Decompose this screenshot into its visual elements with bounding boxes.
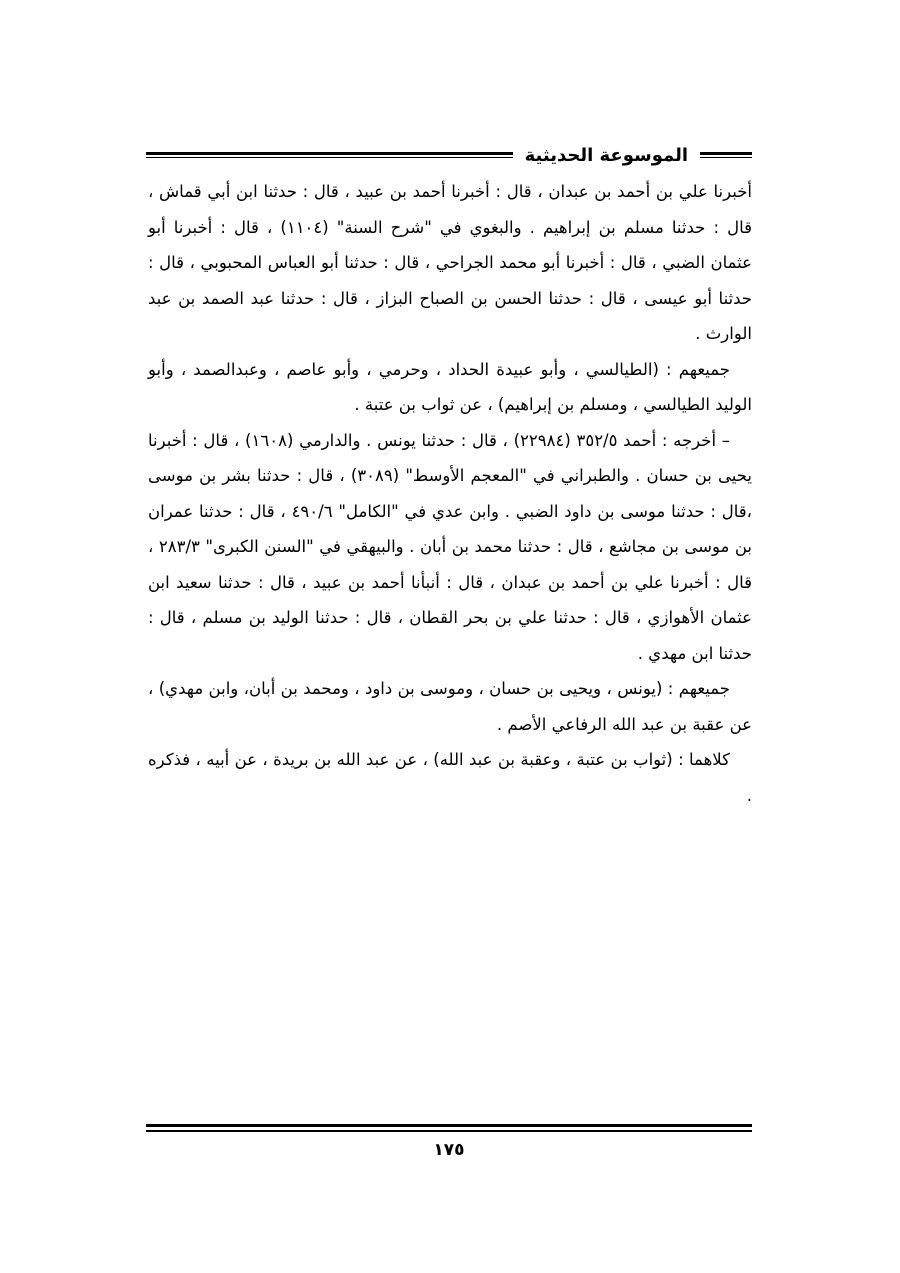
paragraph-isnad-1: أخبرنا علي بن أحمد بن عبدان ، قال : أخبرنا أحمد بن عبيد ، قال : حدثنا ابن أبي قماش ، قال : حدثنا مسلم بن إبراهيم . والبغوي في "شرح السنة" (١١٠٤) ، قال : أخبرنا أبو عثمان الضبي ، قال : أخبرنا أبو محمد الجراحي ، قال : حدثنا أبو العباس المحبوبي ، قال : حدثنا أبو عيسى ، قال : حدثنا الحسن بن الصباح البزاز ، قال : حدثنا عبد الصمد بن عبد الوارث . bbox=[148, 182, 752, 343]
header-rule-left bbox=[146, 152, 513, 158]
paragraph-jamiuhum-2: جميعهم : (يونس ، ويحيى بن حسان ، وموسى بن داود ، ومحمد بن أبان، وابن مهدي) ، عن عقبة بن عبد الله الرفاعي الأصم . bbox=[148, 679, 752, 734]
paragraph-kilahuma: كلاهما : (ثواب بن عتبة ، وعقبة بن عبد الله) ، عن عبد الله بن بريدة ، عن أبيه ، فذكره . bbox=[148, 750, 752, 805]
running-title: الموسوعة الحديثية bbox=[524, 144, 688, 166]
page-header bbox=[146, 140, 752, 170]
header-rule-right bbox=[700, 152, 752, 158]
paragraph-takhrij: – أخرجه : أحمد ٣٥٢/٥ (٢٢٩٨٤) ، قال : حدثنا يونس . والدارمي (١٦٠٨) ، قال : أخبرنا يحيى بن حسان . والطبراني في "المعجم الأوسط" (٣٠٨٩) ، قال : حدثنا بشر بن موسى ،قال : حدثنا موسى بن داود الضبي . وابن عدي في "الكامل" ٤٩٠/٦ ، قال : حدثنا عمران بن موسى بن مجاشع ، قال : حدثنا محمد بن أبان . والبيهقي في "السنن الكبرى" ٢٨٣/٣ ، قال : أخبرنا علي بن أحمد بن عبدان ، قال : أنبأنا أحمد بن عبيد ، قال : حدثنا سعيد ابن عثمان الأهوازي ، قال : حدثنا علي بن بحر القطان ، قال : حدثنا الوليد بن مسلم ، قال : حدثنا ابن مهدي . bbox=[148, 430, 752, 663]
page-number: ١٧٥ bbox=[433, 1140, 465, 1160]
body-text bbox=[148, 174, 752, 813]
footer-rule bbox=[146, 1124, 752, 1132]
paragraph-jamiuhum-1: جميعهم : (الطيالسي ، وأبو عبيدة الحداد ، وحرمي ، وأبو عاصم ، وعبدالصمد ، وأبو الوليد الطيالسي ، ومسلم بن إبراهيم) ، عن ثواب بن عتبة . bbox=[148, 359, 752, 414]
